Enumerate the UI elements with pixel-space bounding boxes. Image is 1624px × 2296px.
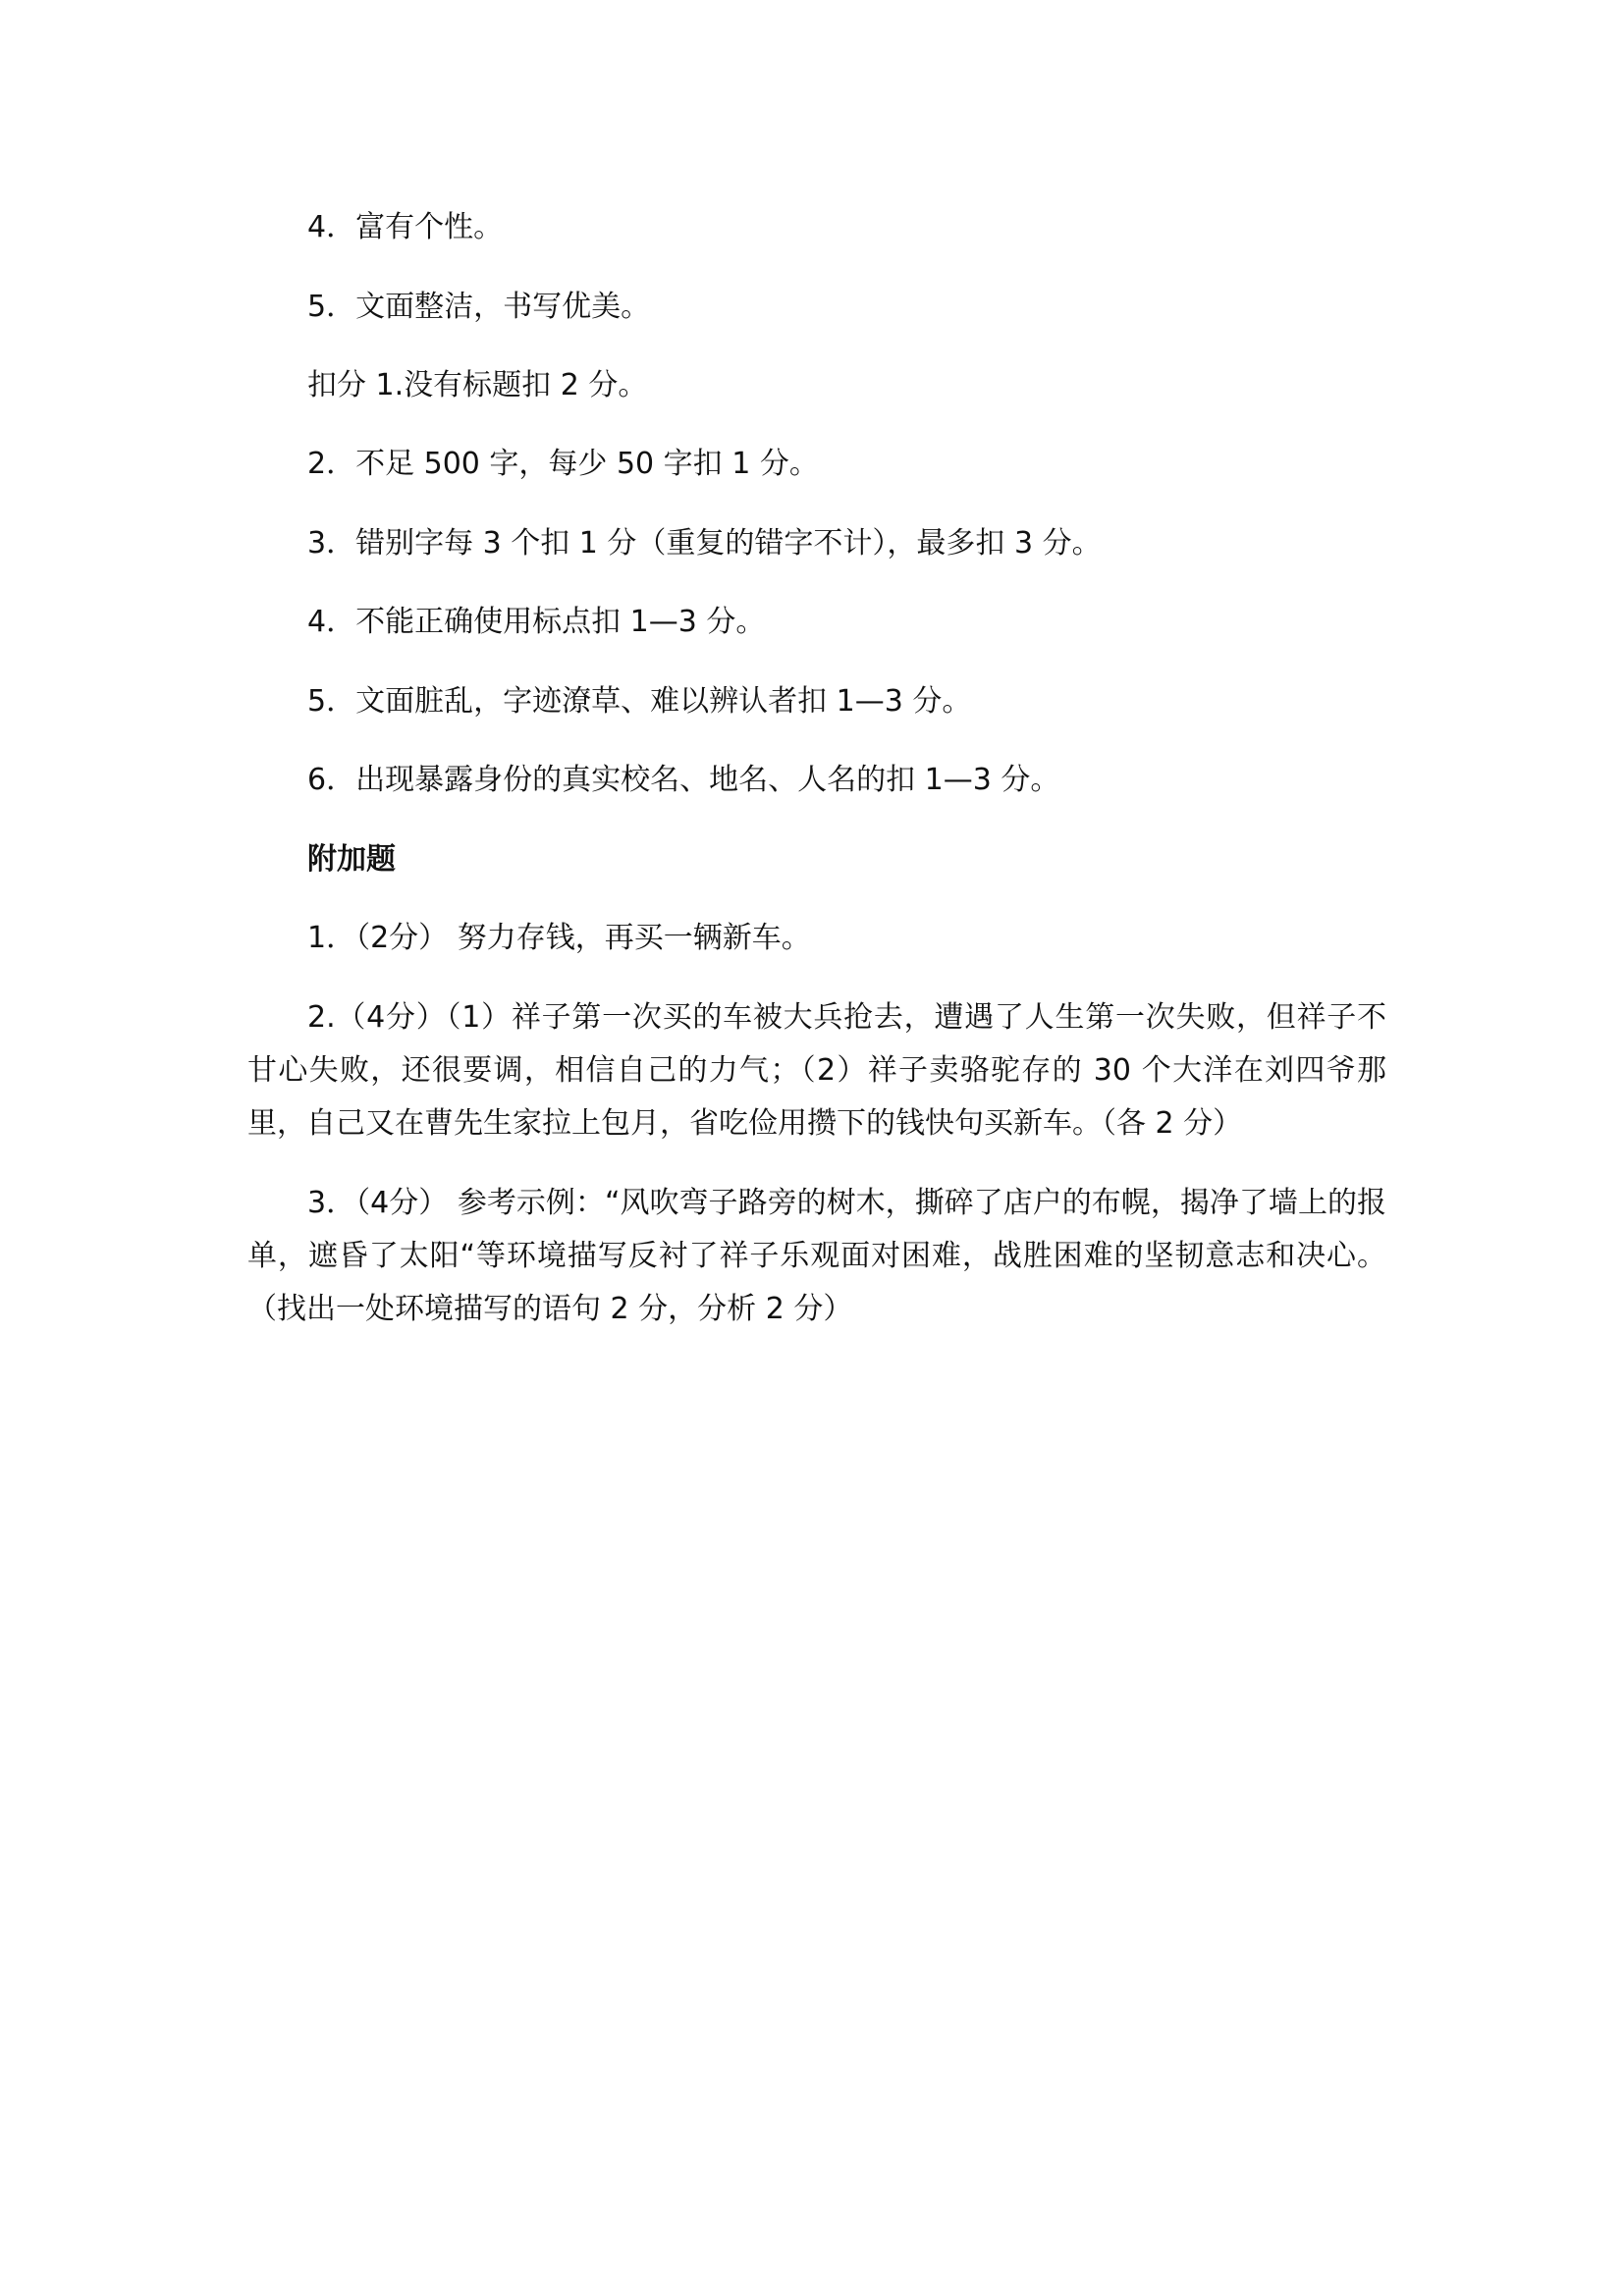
criterion-4-line: 4．富有个性。 bbox=[307, 210, 504, 244]
deduction-4-line: 4．不能正确使用标点扣 1—3 分。 bbox=[307, 605, 766, 639]
criterion-5-line: 5．文面整洁，书写优美。 bbox=[307, 290, 651, 324]
appendix-heading: 附加题 bbox=[307, 842, 396, 877]
deduction-6-line: 6．出现暴露身份的真实校名、地名、人名的扣 1—3 分。 bbox=[307, 763, 1060, 797]
appendix-question-1: 1．（2分） 努力存钱，再买一辆新车。 bbox=[307, 921, 811, 955]
deduction-1-line: 扣分 1.没有标题扣 2 分。 bbox=[307, 368, 648, 402]
deduction-3-line: 3．错别字每 3 个扣 1 分（重复的错字不计），最多扣 3 分。 bbox=[307, 526, 1102, 561]
appendix-question-3: 3．（4分） 参考示例：“风吹弯子路旁的树木，撕碎了店户的布幌，揭净了墙上的报单，遮昏了太阳“等环境描写反衬了祥子乐观面对困难，战胜困难的坚韧意志和决心。（找出一处环境描写的语句 2 分，分析 2 分） bbox=[247, 1186, 1386, 1326]
deduction-2-line: 2．不足 500 字，每少 50 字扣 1 分。 bbox=[307, 447, 819, 481]
appendix-question-2: 2.（4分）（1）祥子第一次买的车被大兵抢去，遭遇了人生第一次失败，但祥子不甘心失败，还很要调，相信自己的力气；（2）祥子卖骆驼存的 30 个大洋在刘四爷那里，自己又在曹先生家拉上包月，省吃俭用攒下的钱快句买新车。（各 2 分） bbox=[247, 1000, 1386, 1141]
deduction-5-line: 5．文面脏乱，字迹潦草、难以辨认者扣 1—3 分。 bbox=[307, 684, 972, 719]
